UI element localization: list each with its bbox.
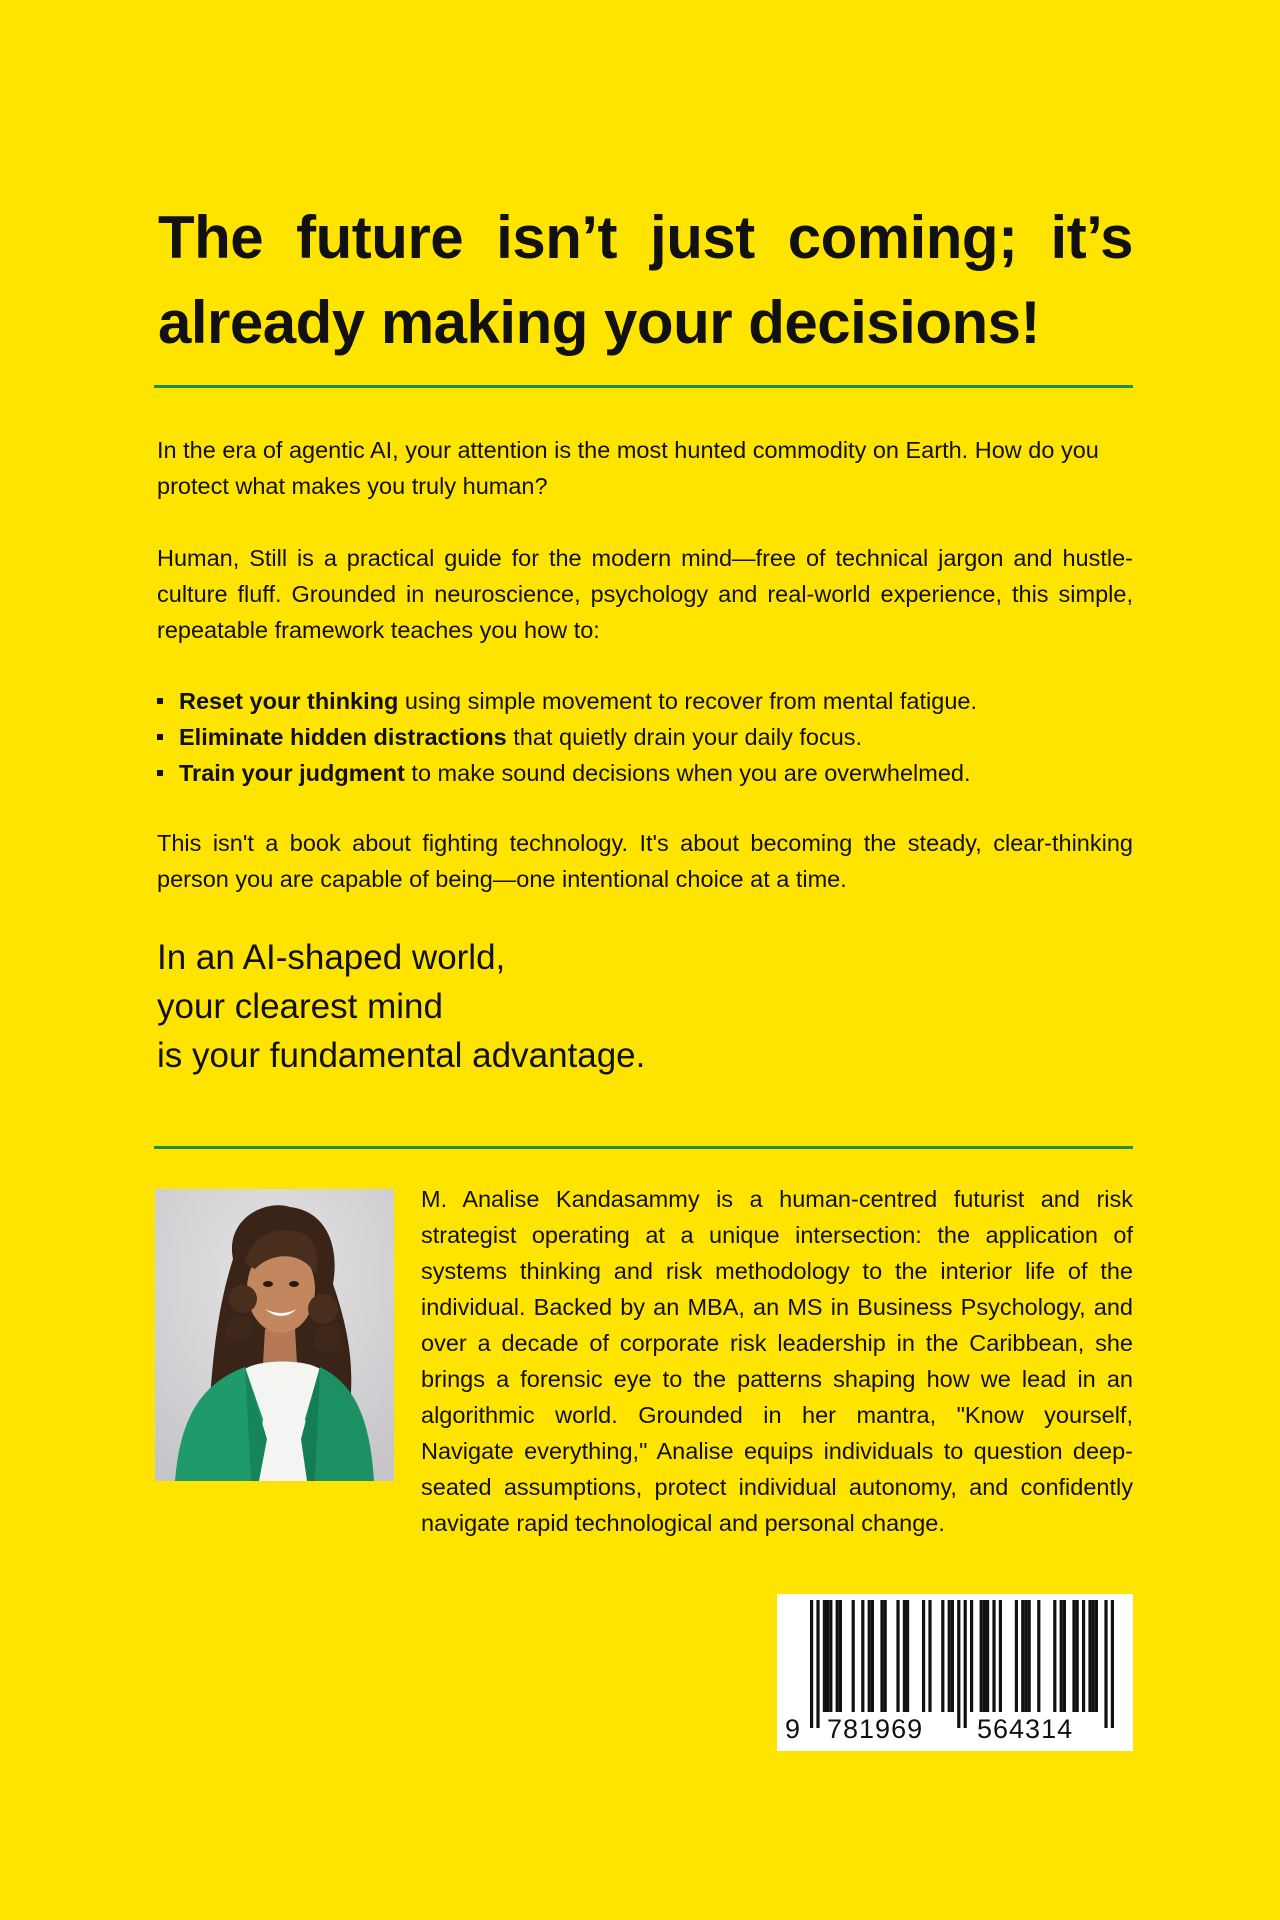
benefit-list — [157, 683, 1133, 791]
author-bio: M. Analise Kandasammy is a human-centred futurist and risk strategist operating at a unique intersection: the application of systems thinking and risk methodology to the interior life of the individual. Backed by an MBA, an MS in Business Psychology, and over a decade of corporate risk leadership in the Caribbean, she brings a forensic eye to the patterns shaping how we lead in an algorithmic world. Grounded in her mantra, "Know yourself, Navigate everything," Analise equips individuals to question deep-seated assumptions, protect individual autonomy, and confidently navigate rapid technological and personal change. — [421, 1186, 1133, 1536]
bullet-text: using simple movement to recover from mental fatigue. — [398, 688, 977, 714]
barcode-bar — [983, 1600, 986, 1712]
barcode-bar — [999, 1600, 1002, 1712]
barcode-bar — [884, 1600, 887, 1712]
barcode-bar — [970, 1600, 973, 1712]
tagline-line: is your fundamental advantage. — [157, 1036, 646, 1075]
barcode-bar — [1028, 1600, 1031, 1712]
tagline-line: In an AI-shaped world, — [157, 938, 506, 977]
barcode-bar — [880, 1600, 883, 1712]
barcode-bar — [816, 1600, 819, 1728]
barcode-bar — [868, 1600, 871, 1712]
description-paragraph: Human, Still is a practical guide for the modern mind—free of technical jargon and hustle-culture fluff. Grounded in neuroscience, psychology and real-world experience, this simple, repeatable framework teaches you how to: — [157, 545, 1133, 643]
barcode-left-digits: 781969 — [827, 1714, 924, 1744]
barcode-bar — [1015, 1600, 1018, 1712]
tagline-line: your clearest mind — [157, 987, 443, 1026]
barcode-bar — [980, 1600, 983, 1712]
divider-top — [154, 385, 1133, 388]
barcode-bar — [1092, 1600, 1095, 1712]
barcode-bar — [810, 1600, 813, 1728]
barcode-bar — [948, 1600, 951, 1712]
barcode-bar — [829, 1600, 832, 1712]
barcode-bar — [906, 1600, 909, 1712]
barcode-bar — [1104, 1600, 1107, 1728]
barcode-bar — [941, 1600, 944, 1712]
barcode-bar — [1021, 1600, 1024, 1712]
barcode-bar — [903, 1600, 906, 1712]
barcode-right-digits: 564314 — [977, 1714, 1074, 1744]
barcode-bar — [951, 1600, 954, 1712]
barcode-bar — [1072, 1600, 1075, 1712]
barcode-bar — [1053, 1600, 1056, 1712]
headline: The future isn’t just coming; it’s already making your decisions! — [158, 204, 1133, 356]
author-portrait-illustration — [155, 1189, 394, 1481]
bullet-square-icon — [157, 698, 163, 704]
barcode-bar — [928, 1600, 931, 1712]
barcode-bar — [861, 1600, 864, 1712]
bullet-bold-text: Train your judgment — [179, 760, 405, 786]
closing-paragraph: This isn't a book about fighting technology. It's about becoming the steady, clear-thinking person you are capable of being—one intentional choice at a time. — [157, 830, 1133, 892]
bullet-square-icon — [157, 770, 163, 776]
barcode-bar — [896, 1600, 899, 1712]
barcode-bar — [826, 1600, 829, 1712]
barcode-bar — [964, 1600, 967, 1728]
list-item — [157, 755, 1133, 791]
list-item — [157, 683, 1133, 719]
list-item — [157, 719, 1133, 755]
bullet-square-icon — [157, 734, 163, 740]
isbn-barcode — [777, 1594, 1133, 1751]
barcode-lead-digit: 9 — [785, 1714, 802, 1744]
barcode-bar — [1082, 1600, 1085, 1712]
barcode-bar — [1111, 1600, 1114, 1728]
bullet-bold-text: Eliminate hidden distractions — [179, 724, 507, 750]
barcode-bar — [992, 1600, 995, 1712]
barcode-bar — [1076, 1600, 1079, 1712]
bullet-text: that quietly drain your daily focus. — [506, 724, 863, 750]
barcode-bar — [1024, 1600, 1027, 1712]
barcode-bar — [1088, 1600, 1091, 1712]
tagline — [157, 933, 645, 1080]
barcode-bar — [986, 1600, 989, 1712]
bullet-text: to make sound decisions when you are overwhelmed. — [404, 760, 971, 786]
barcode-bar — [836, 1600, 839, 1712]
author-photo — [155, 1189, 394, 1481]
barcode-bar — [1095, 1600, 1098, 1712]
barcode-bar — [1037, 1600, 1040, 1712]
barcode-bar — [871, 1600, 874, 1712]
barcode-bar — [957, 1600, 960, 1728]
intro-paragraph: In the era of agentic AI, your attention is the most hunted commodity on Earth. How do you protect what makes you truly human? — [157, 437, 1099, 499]
bullet-bold-text: Reset your thinking — [179, 688, 399, 714]
divider-middle — [154, 1146, 1133, 1149]
barcode-bar — [839, 1600, 842, 1712]
barcode-bar — [823, 1600, 826, 1712]
barcode-bar — [1060, 1600, 1063, 1712]
barcode-bar — [1063, 1600, 1066, 1712]
barcode-bar — [922, 1600, 925, 1712]
barcode-bar — [852, 1600, 855, 1712]
